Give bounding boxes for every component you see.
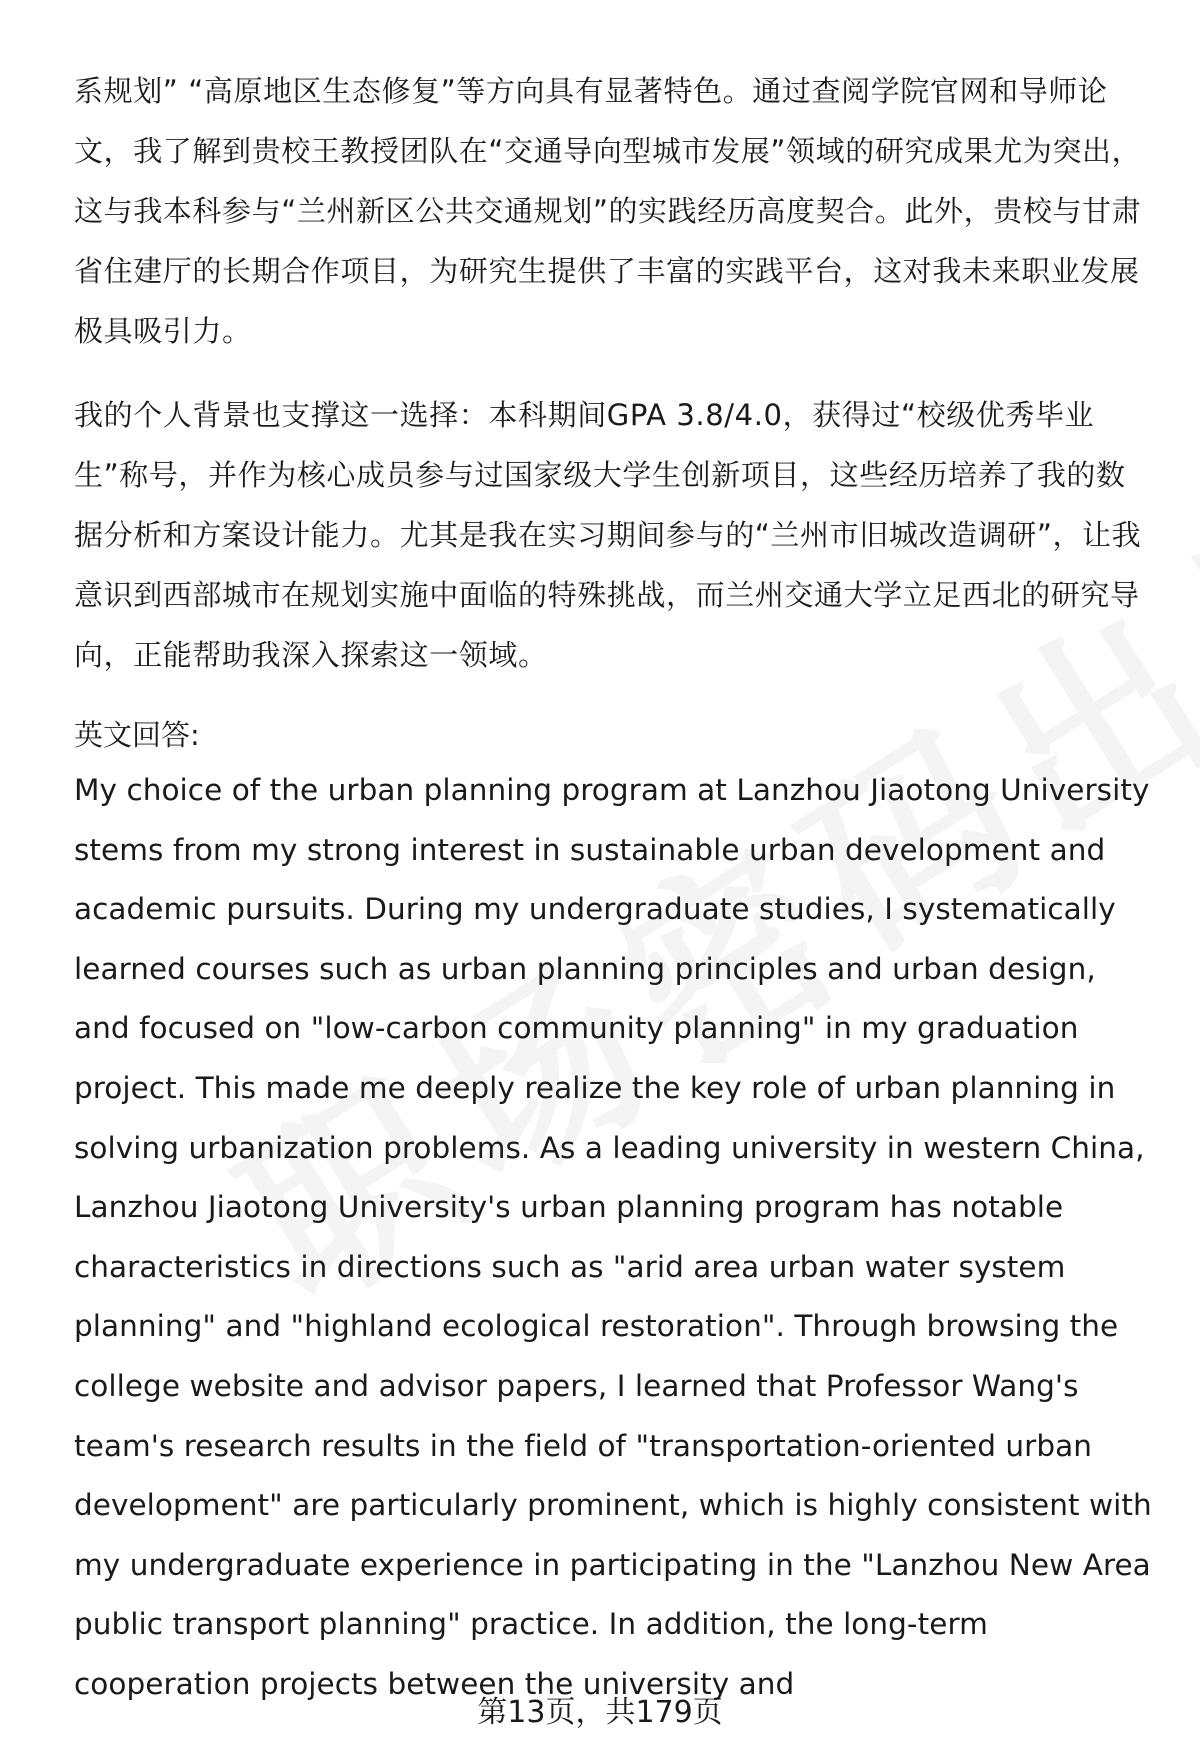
paragraph-en: My choice of the urban planning program at Lanzhou Jiaotong University stems from my strong interest in sustainable urban development and academic pursuits. During my undergraduate studies, I systematically learned courses such as urban planning principles and urban design, and focused on "low-carbon community planning" in my graduation project. This made me deeply realize the key role of urban planning in solving urbanization problems. As a leading university in western China, Lanzhou Jiaotong University's urban planning program has notable characteristics in directions such as "arid area urban water system planning" and "highland ecological restoration". Through browsing the college website and advisor papers, I learned that Professor Wang's team's research results in the field of "transportation-oriented urban development" are particularly prominent, which is highly consistent with my undergraduate experience in participating in the "Lanzhou New Area public transport planning" practice. In addition, the long-term cooperation projects between the university and <box>74 773 1152 1701</box>
page-indicator: 第13页，共179页 <box>477 1695 723 1730</box>
paragraph-cn-2: 我的个人背景也支撑这一选择：本科期间GPA 3.8/4.0，获得过“校级优秀毕业生”称号，并作为核心成员参与过国家级大学生创新项目，这些经历培养了我的数据分析和方案设计能力。尤其是我在实习期间参与的“兰州市旧城改造调研”，让我意识到西部城市在规划实施中面临的特殊挑战，而兰州交通大学立足西北的研究导向，正能帮助我深入探索这一领域。 <box>74 398 1142 672</box>
paragraph-cn-1: 系规划” “高原地区生态修复”等方向具有显著特色。通过查阅学院官网和导师论文，我了解到贵校王教授团队在“交通导向型城市发展”领域的研究成果尤为突出，这与我本科参与“兰州新区公共交通规划”的实践经历高度契合。此外，贵校与甘肃省住建厅的长期合作项目，为研究生提供了丰富的实践平台，这对我未来职业发展极具吸引力。 <box>74 74 1142 348</box>
document-body <box>74 61 1154 1715</box>
english-answer-label: 英文回答: <box>74 718 200 752</box>
